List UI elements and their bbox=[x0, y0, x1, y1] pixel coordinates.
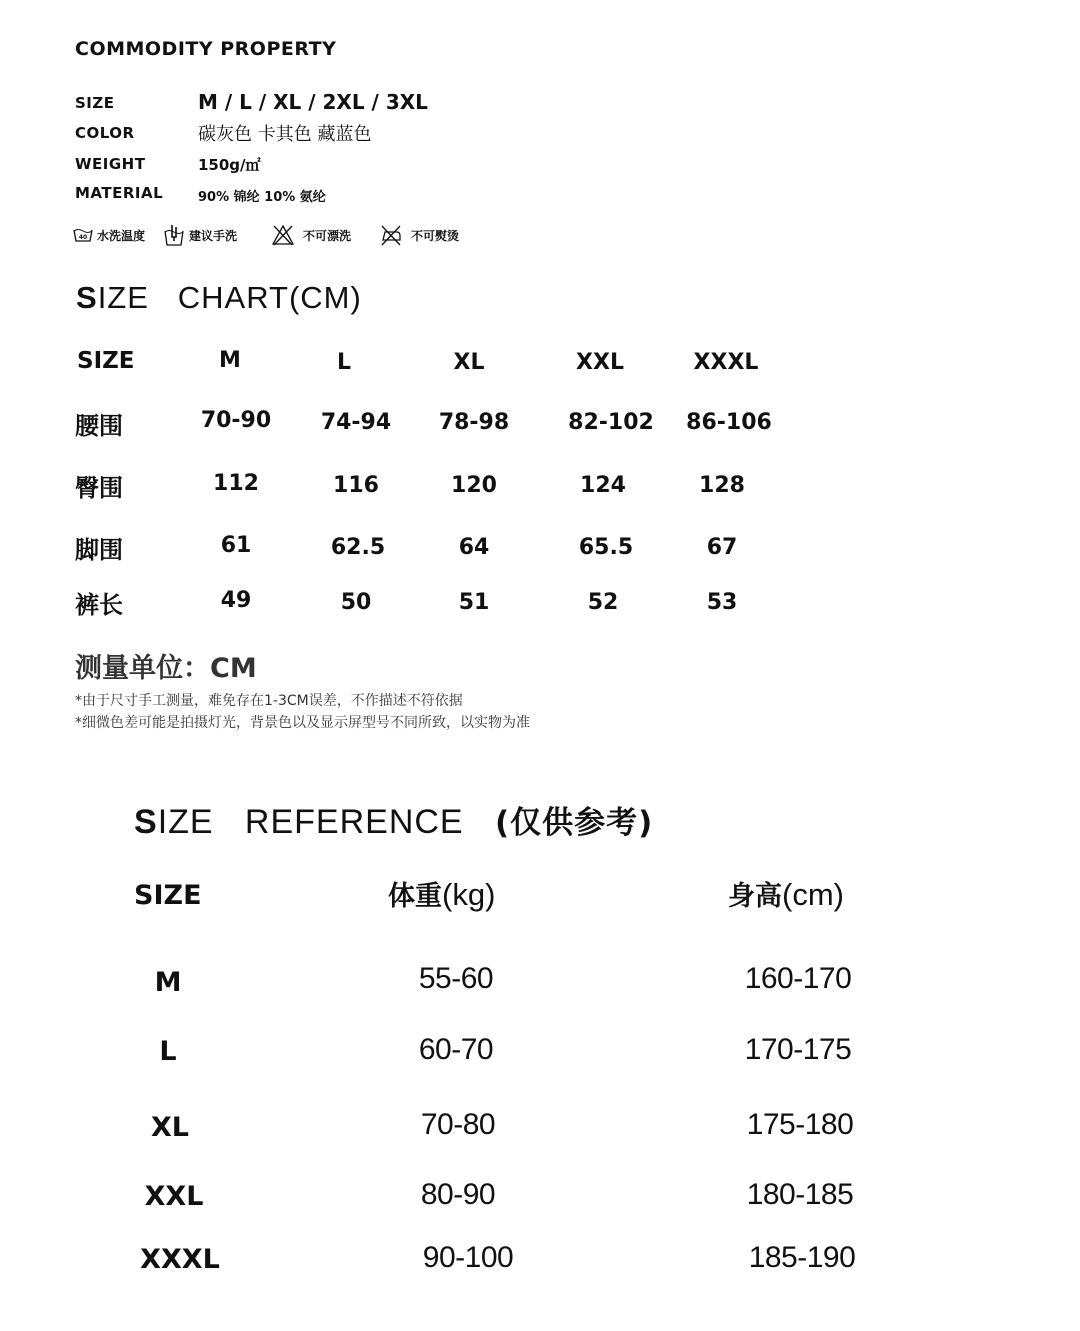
property-value-material: 90% 锦纶 10% 氨纶 bbox=[198, 190, 326, 205]
size-reference-title bbox=[134, 797, 653, 842]
size-reference-weight: 80-90 bbox=[420, 1178, 496, 1211]
size-chart-header-xl: XL bbox=[453, 350, 485, 375]
property-label-weight: WEIGHT bbox=[75, 155, 146, 173]
size-chart-header-xxl: XXL bbox=[576, 350, 624, 375]
size-chart-cell: 82-102 bbox=[568, 410, 654, 435]
care-item-wash-temp bbox=[73, 227, 145, 244]
size-chart-cell: 120 bbox=[451, 473, 497, 498]
size-chart-cell: 67 bbox=[706, 535, 738, 560]
note-measurement-error: *由于尺寸手工测量，难免存在1-3CM误差，不作描述不符依据 bbox=[75, 693, 463, 709]
no-iron-icon bbox=[379, 224, 403, 246]
size-reference-title-note: (仅供参考) bbox=[494, 805, 654, 841]
measurement-unit: 测量单位：CM bbox=[75, 653, 257, 684]
commodity-property-title: COMMODITY PROPERTY bbox=[75, 38, 337, 60]
care-label-no-iron: 不可熨烫 bbox=[411, 228, 460, 243]
size-chart-row-label-hem: 脚围 bbox=[75, 536, 123, 564]
size-reference-size: XXL bbox=[144, 1181, 204, 1212]
size-chart-cell: 128 bbox=[699, 473, 745, 498]
size-chart-cell: 61 bbox=[220, 533, 252, 558]
care-label-wash-temp: 水洗温度 bbox=[97, 228, 146, 243]
note-color-difference: *细微色差可能是拍摄灯光，背景色以及显示屏型号不同所致，以实物为准 bbox=[75, 715, 530, 731]
size-chart-cell: 49 bbox=[220, 588, 252, 613]
size-chart-cell: 78-98 bbox=[438, 410, 510, 435]
size-reference-weight: 60-70 bbox=[418, 1033, 494, 1066]
size-reference-size: XL bbox=[150, 1112, 190, 1143]
size-reference-col-height bbox=[728, 874, 844, 913]
size-chart-cell: 50 bbox=[340, 590, 372, 615]
size-chart-cell: 53 bbox=[706, 590, 738, 615]
size-chart-header-xxxl: XXXL bbox=[693, 350, 759, 375]
size-reference-weight: 55-60 bbox=[418, 962, 494, 995]
size-reference-col-height-unit: (cm) bbox=[782, 877, 844, 912]
size-chart-cell: 70-90 bbox=[200, 408, 272, 433]
care-item-no-bleach bbox=[271, 224, 351, 246]
size-chart-cell: 124 bbox=[580, 473, 626, 498]
size-reference-height: 185-190 bbox=[748, 1241, 856, 1274]
size-chart-title-unit: (CM) bbox=[288, 280, 362, 315]
size-chart-cell: 62.5 bbox=[330, 535, 386, 560]
property-label-color: COLOR bbox=[75, 124, 135, 142]
property-value-color: 碳灰色 卡其色 藏蓝色 bbox=[198, 124, 372, 145]
size-reference-size: M bbox=[154, 967, 182, 998]
care-item-no-iron bbox=[379, 224, 459, 246]
size-chart-row-label-waist: 腰围 bbox=[75, 412, 123, 440]
care-instructions bbox=[73, 222, 477, 248]
property-label-size: SIZE bbox=[75, 94, 115, 112]
care-label-hand-wash: 建议手洗 bbox=[189, 228, 238, 243]
size-chart-row-label-hip: 臀围 bbox=[75, 474, 123, 502]
size-chart-cell: 116 bbox=[333, 473, 379, 498]
property-value-size: M / L / XL / 2XL / 3XL bbox=[198, 90, 428, 114]
care-label-no-bleach: 不可漂洗 bbox=[303, 228, 352, 243]
size-reference-col-height-label: 身高 bbox=[728, 881, 782, 912]
size-chart-header-m: M bbox=[219, 348, 241, 373]
hand-wash-icon bbox=[163, 223, 185, 247]
size-reference-col-size: SIZE bbox=[134, 880, 202, 911]
size-chart-title bbox=[76, 280, 362, 316]
size-chart-cell: 65.5 bbox=[578, 535, 634, 560]
no-bleach-icon bbox=[271, 224, 295, 246]
wash-40-icon bbox=[73, 227, 93, 243]
size-chart-title-rest: IZE CHART bbox=[97, 280, 289, 315]
size-reference-height: 170-175 bbox=[744, 1033, 852, 1066]
size-chart-title-initial: S bbox=[76, 280, 98, 315]
size-reference-col-weight-unit: (kg) bbox=[442, 877, 496, 912]
size-chart-row-label-length: 裤长 bbox=[75, 591, 123, 619]
size-chart-cell: 112 bbox=[213, 471, 259, 496]
size-reference-title-rest: IZE REFERENCE bbox=[157, 803, 464, 841]
care-item-hand-wash bbox=[163, 223, 237, 247]
size-reference-height: 180-185 bbox=[746, 1178, 854, 1211]
size-chart-cell: 51 bbox=[458, 590, 490, 615]
size-chart-cell: 74-94 bbox=[320, 410, 392, 435]
size-reference-title-initial: S bbox=[134, 803, 158, 841]
size-chart-header-label: SIZE bbox=[77, 348, 135, 374]
property-label-material: MATERIAL bbox=[75, 184, 164, 202]
size-chart-cell: 86-106 bbox=[686, 410, 772, 435]
size-reference-weight: 90-100 bbox=[422, 1241, 514, 1274]
size-reference-col-weight-label: 体重 bbox=[388, 881, 442, 912]
size-reference-size: L bbox=[159, 1036, 177, 1067]
wash-temp-badge: 40 bbox=[78, 234, 88, 241]
size-reference-height: 175-180 bbox=[746, 1108, 854, 1141]
size-chart-cell: 52 bbox=[587, 590, 619, 615]
size-reference-col-weight bbox=[388, 874, 495, 913]
size-reference-size: XXXL bbox=[140, 1244, 220, 1275]
size-chart-header-l: L bbox=[336, 350, 352, 375]
size-chart-cell: 64 bbox=[458, 535, 490, 560]
size-reference-height: 160-170 bbox=[744, 962, 852, 995]
size-reference-weight: 70-80 bbox=[420, 1108, 496, 1141]
property-value-weight: 150g/㎡ bbox=[198, 156, 261, 174]
